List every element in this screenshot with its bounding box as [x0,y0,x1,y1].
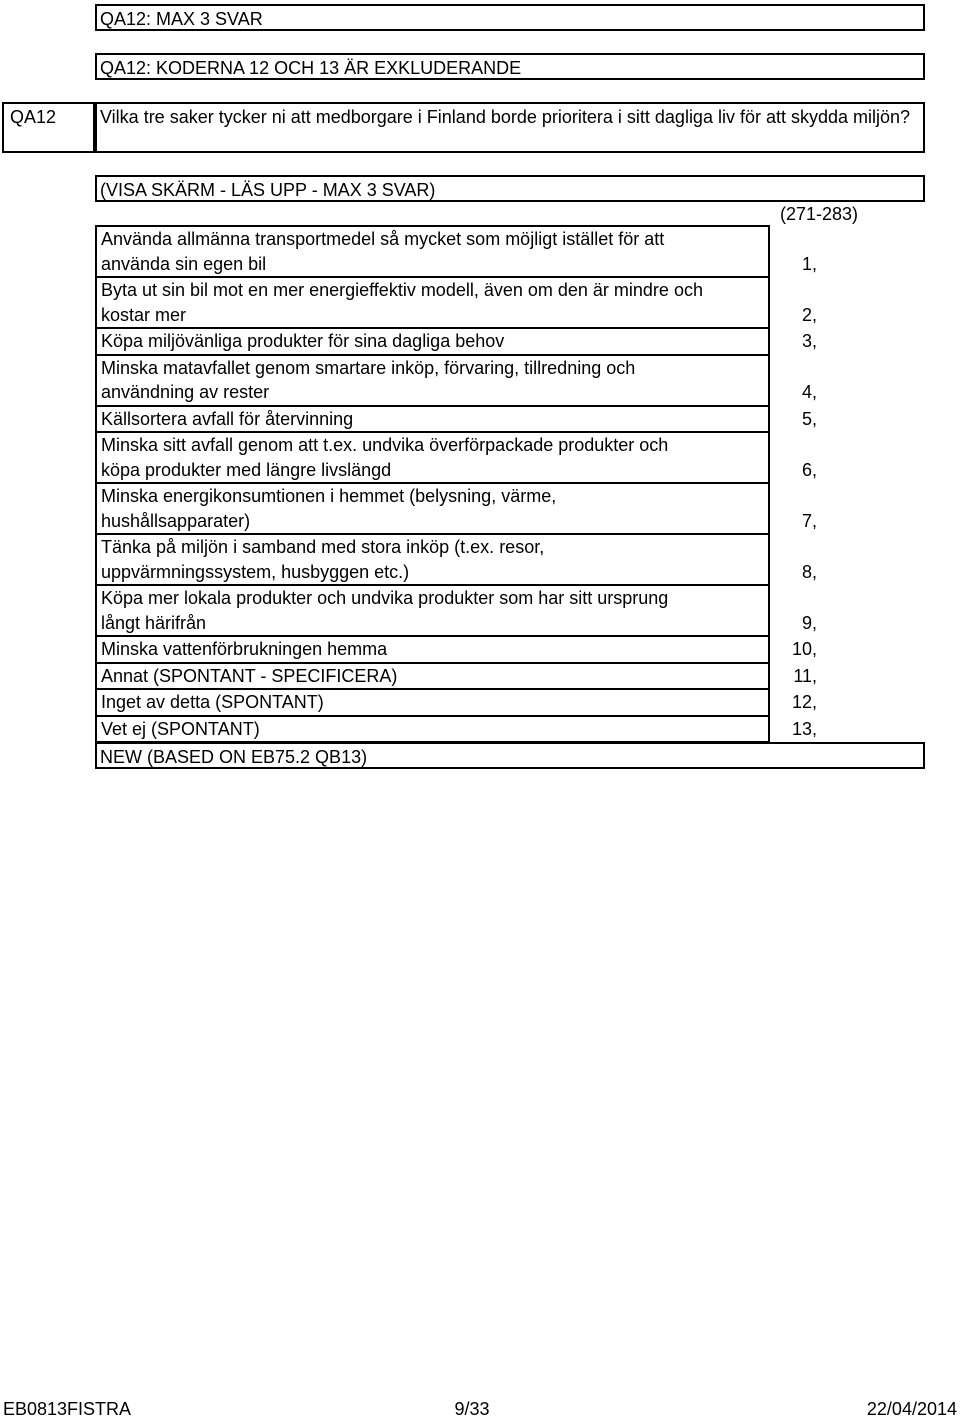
answer-option-line: Köpa miljövänliga produkter för sina dagliga behov [101,331,505,351]
answer-option-code: 3, [801,331,817,351]
answer-option-line: långt härifrån [101,612,207,633]
answer-option-code: 12, [791,692,817,712]
column-range: (271-283) [779,204,858,224]
answer-option-text [97,717,768,742]
answer-option [95,482,817,535]
answer-option-line: användning av rester [101,382,270,402]
answer-options-list [95,225,817,743]
answer-option [95,635,817,664]
answer-option-line: Inget av detta (SPONTANT) [101,692,324,712]
answer-option-line: Använda allmänna transportmedel så mycket som möjligt istället för att [101,229,665,249]
answer-option [95,431,817,484]
answer-option-text [97,329,768,354]
answer-option-text [97,484,768,533]
answer-option [95,276,817,329]
answer-option-code: 13, [791,718,817,739]
answer-option-text [97,586,768,635]
answer-option-code: 2, [801,304,817,325]
answer-option-text [97,664,768,689]
answer-option-line: Köpa mer lokala produkter och undvika produkter som har sitt ursprung [101,588,669,608]
footer-page-number: 9/33 [454,1399,490,1419]
answer-option-line: Tänka på miljön i samband med stora inköp (t.ex. resor, [101,537,545,557]
answer-option [95,327,817,356]
answer-option [95,533,817,586]
answer-option-code: 7, [801,510,817,531]
answer-option [95,715,817,744]
answer-option-code: 5, [801,408,817,429]
answer-option-text [97,433,768,482]
answer-option-line: Minska energikonsumtionen i hemmet (belysning, värme, [101,486,557,506]
answer-option-line: uppvärmningssystem, husbyggen etc.) [101,561,410,582]
answer-option-code: 8, [801,561,817,582]
question-text: Vilka tre saker tycker ni att medborgare i Finland borde prioritera i sitt dagliga liv för att skydda miljön? [95,102,925,153]
answer-option [95,688,817,717]
answer-option-code: 6, [801,459,817,480]
answer-option [95,584,817,637]
answer-option-line: Vet ej (SPONTANT) [101,718,260,739]
answer-option-code: 1, [801,253,817,274]
answer-option-line: Byta ut sin bil mot en mer energieffektiv modell, även om den är mindre och [101,280,703,300]
answer-option-text [97,690,768,715]
answer-option-line: använda sin egen bil [101,253,267,274]
answer-option-text [97,637,768,662]
footer-document-id: EB0813FISTRA [3,1399,132,1419]
answer-option-code: 9, [801,612,817,633]
answer-option-text [97,356,768,405]
footer-date: 22/04/2014 [866,1399,957,1419]
instruction-max-answers: QA12: MAX 3 SVAR [95,4,925,31]
answer-option-code: 10, [791,639,817,659]
answer-option-text [97,535,768,584]
answer-option [95,354,817,407]
answer-option-code: 11, [793,665,817,686]
answer-option [95,225,817,278]
answer-option-line: Minska vattenförbrukningen hemma [101,639,388,659]
answer-option-line: Minska sitt avfall genom att t.ex. undvika överförpackade produkter och [101,435,669,455]
showcard-instruction: (VISA SKÄRM - LÄS UPP - MAX 3 SVAR) [95,175,925,202]
answer-option [95,662,817,691]
answer-option-line: köpa produkter med längre livslängd [101,459,392,480]
answer-option-text [97,227,768,276]
answer-option-line: hushållsapparater) [101,510,251,531]
instruction-exclusive-codes: QA12: KODERNA 12 OCH 13 ÄR EXKLUDERANDE [95,53,925,80]
answer-option-text [97,278,768,327]
answer-option-line: kostar mer [101,304,187,325]
answer-option-text [97,407,768,432]
answer-option-code: 4, [801,382,817,402]
question-code: QA12 [2,102,95,153]
answer-option-line: Annat (SPONTANT - SPECIFICERA) [101,665,398,686]
source-note: NEW (BASED ON EB75.2 QB13) [95,742,925,769]
answer-option-line: Källsortera avfall för återvinning [101,408,354,429]
answer-option-line: Minska matavfallet genom smartare inköp, förvaring, tillredning och [101,357,636,378]
answer-option [95,405,817,434]
